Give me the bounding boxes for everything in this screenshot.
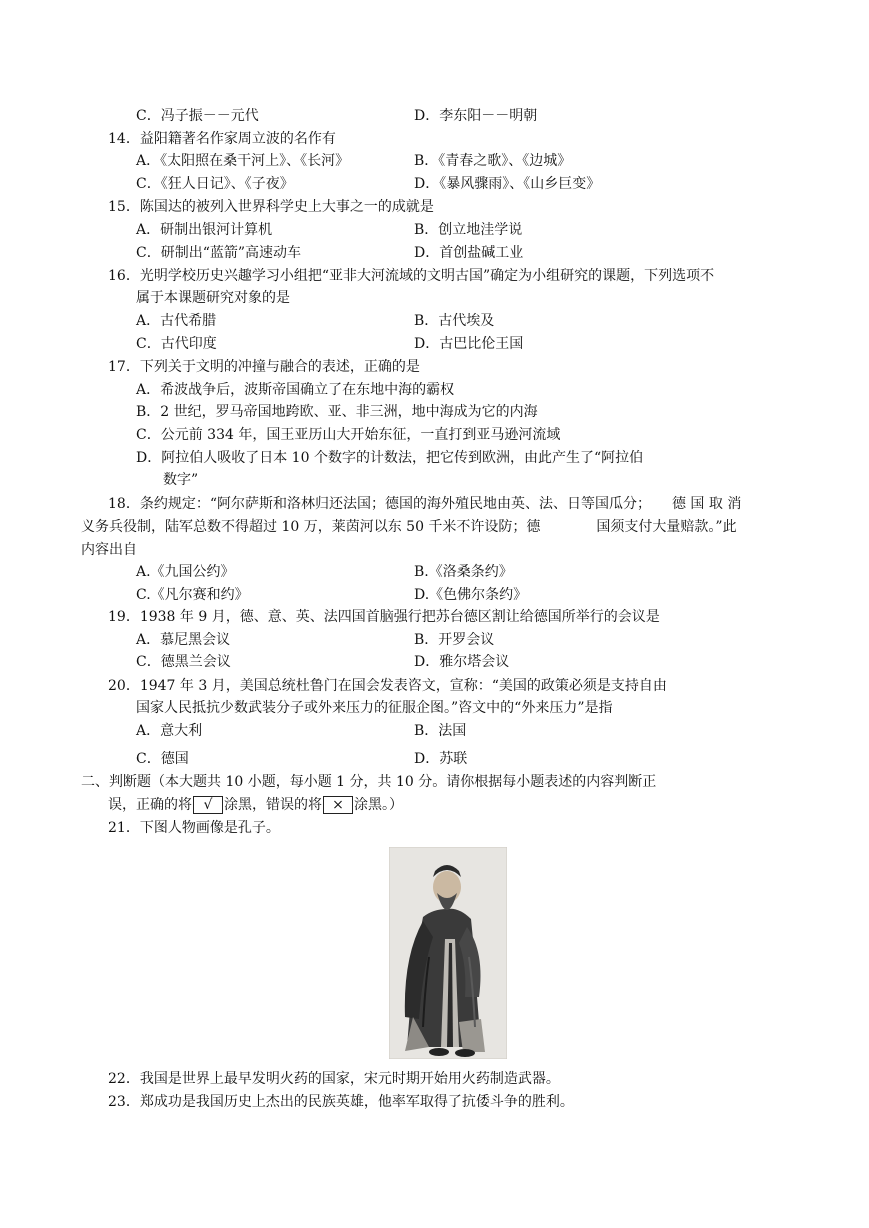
q18-option-a: A.《九国公约》	[136, 564, 235, 580]
q14-option-b: B．《青春之歌》、《边城》	[414, 153, 572, 169]
q14-option-d: D．《暴风骤雨》、《山乡巨变》	[414, 176, 601, 192]
q17-option-b: B．2 世纪，罗马帝国地跨欧、亚、非三洲，地中海成为它的内海	[136, 404, 538, 420]
q20-option-b: B．法国	[414, 723, 467, 739]
section2-text-wrong: 涂黑，错误的将	[224, 797, 322, 813]
q20-option-a: A．意大利	[136, 723, 203, 739]
q19-option-c: C．德黑兰会议	[136, 654, 231, 670]
q18-option-b: B.《洛桑条约》	[414, 564, 513, 580]
q16-option-d: D．古巴比伦王国	[414, 336, 524, 352]
q15-stem: 15．陈国达的被列入世界科学史上大事之一的成就是	[108, 199, 434, 215]
confucius-portrait-image	[389, 847, 507, 1059]
q14-stem: 14．益阳籍著名作家周立波的名作有	[108, 131, 336, 147]
q18-stem-line1: 18．条约规定：“阿尔萨斯和洛林归还法国；德国的海外殖民地由英、法、日等国瓜分； 德 国 取 消	[108, 496, 742, 512]
q19-stem: 19．1938 年 9 月，德、意、英、法四国首脑强行把苏台德区割让给德国所举行的会议是	[108, 609, 660, 625]
q23-stem: 23．郑成功是我国历史上杰出的民族英雄，他率军取得了抗倭斗争的胜利。	[108, 1094, 574, 1110]
q15-option-a: A．研制出银河计算机	[136, 222, 273, 238]
q18-option-c: C.《凡尔赛和约》	[136, 587, 249, 603]
q15-option-b: B．创立地洼学说	[414, 222, 523, 238]
q19-option-d: D．雅尔塔会议	[414, 654, 510, 670]
q19-option-b: B．开罗会议	[414, 632, 495, 648]
q18-stem-line2: 义务兵役制，陆军总数不得超过 10 万，莱茵河以东 50 千米不许设防；德 国须支付大量赔款。”此	[81, 519, 737, 535]
q13-option-c: C．冯子振－－元代	[136, 108, 259, 124]
q14-option-a: A．《太阳照在桑干河上》、《长河》	[136, 153, 350, 169]
q19-option-a: A．慕尼黑会议	[136, 632, 231, 648]
q17-option-a: A．希波战争后，波斯帝国确立了在东地中海的霸权	[136, 382, 455, 398]
q16-option-a: A．古代希腊	[136, 313, 217, 329]
q14-option-c: C．《狂人日记》、《子夜》	[136, 176, 294, 192]
q20-option-d: D．苏联	[414, 751, 468, 767]
q22-stem: 22．我国是世界上最早发明火药的国家，宋元时期开始用火药制造武器。	[108, 1071, 560, 1087]
q13-option-d: D．李东阳－－明朝	[414, 108, 538, 124]
q16-stem-line1: 16．光明学校历史兴趣学习小组把“亚非大河流域的文明古国”确定为小组研究的课题，下列选项不	[108, 268, 715, 284]
q17-option-d-line1: D．阿拉伯人吸收了日本 10 个数字的计数法，把它传到欧洲，由此产生了“阿拉伯	[136, 450, 644, 466]
q18-option-d: D.《色佛尔条约》	[414, 587, 528, 603]
q20-option-c: C．德国	[136, 751, 189, 767]
q17-stem: 17．下列关于文明的冲撞与融合的表述，正确的是	[108, 359, 420, 375]
section2-heading-line1: 二、判断题（本大题共 10 小题，每小题 1 分，共 10 分。请你根据每小题表述的内容判断正	[81, 774, 657, 790]
q16-stem-line2: 属于本课题研究对象的是	[136, 290, 290, 306]
cross-mark-box: ×	[323, 796, 353, 814]
q17-option-c: C．公元前 334 年，国王亚历山大开始东征，一直打到亚马逊河流域	[136, 427, 561, 443]
q20-stem-line2: 国家人民抵抗少数武装分子或外来压力的征服企图。”咨文中的“外来压力”是指	[136, 700, 613, 716]
section2-text-correct: 误，正确的将	[108, 797, 192, 813]
q15-option-d: D．首创盐碱工业	[414, 245, 524, 261]
section2-text-end: 涂黑。）	[354, 797, 403, 813]
q16-option-b: B．古代埃及	[414, 313, 495, 329]
q15-option-c: C．研制出“蓝箭”高速动车	[136, 245, 302, 261]
q21-stem: 21．下图人物画像是孔子。	[108, 820, 280, 836]
q18-stem-line3: 内容出自	[81, 542, 137, 558]
section2-heading-line2	[108, 795, 403, 815]
q20-stem-line1: 20．1947 年 3 月，美国总统杜鲁门在国会发表咨文，宣称：“美国的政策必须是支持自由	[108, 678, 667, 694]
check-mark-box: √	[193, 796, 223, 814]
q16-option-c: C．古代印度	[136, 336, 217, 352]
q17-option-d-line2: 数字”	[163, 472, 199, 488]
